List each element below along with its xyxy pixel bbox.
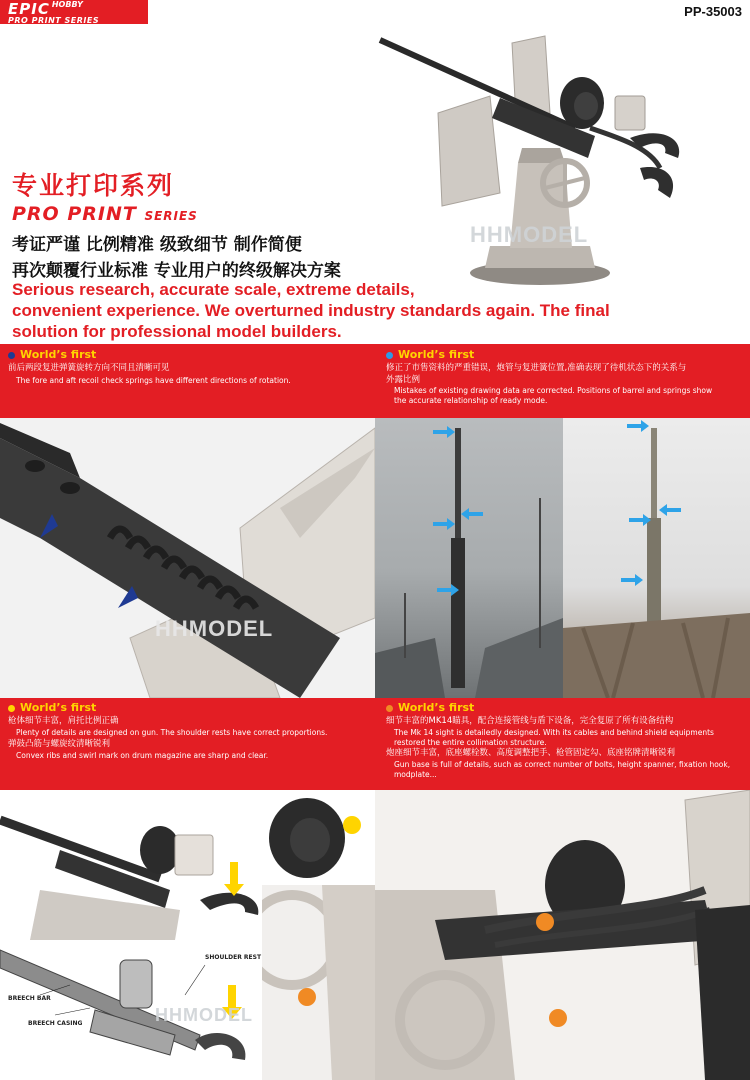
hero-line-cn-1: 考证严谨 比例精准 级致细节 制作简便 xyxy=(12,235,302,255)
section-bar-2 xyxy=(0,698,750,790)
s1-cn: 前后两段复进弹簧旋转方向不同且清晰可见 xyxy=(8,363,170,373)
watermark-drawing: HHMODEL xyxy=(155,1005,253,1025)
drum-magazine-closeup xyxy=(262,790,375,885)
spring-render-svg xyxy=(0,418,375,698)
hero-title-en-series: SERIES xyxy=(144,209,198,223)
sight-cable-closeup xyxy=(375,790,750,1080)
historical-photo-svg xyxy=(375,418,563,698)
s3-cn-2: 弹鼓凸筋与螺旋纹清晰锐利 xyxy=(8,739,111,749)
model-photo-color xyxy=(563,418,750,698)
dot-icon xyxy=(386,705,393,712)
badge-text: World’s first xyxy=(20,701,97,714)
s3-en-1: Plenty of details are designed on gun. The shoulder rests have correct proportions. xyxy=(16,728,328,737)
s4-en-2a: Gun base is full of details, such as correct number of bolts, height spanner, fixation hook, xyxy=(394,760,731,769)
logo-main: EPIC xyxy=(8,0,50,18)
s2-en-1: Mistakes of existing drawing data are corrected. Positions of barrel and springs show xyxy=(394,386,713,395)
model-photo-svg xyxy=(563,418,750,698)
badge-world-first-1 xyxy=(8,348,96,361)
hero-title-cn: 专业打印系列 xyxy=(12,171,175,200)
badge-world-first-2 xyxy=(386,348,474,361)
label-breech-bar: BREECH BAR xyxy=(8,995,51,1002)
logo-hobby: HOBBY xyxy=(51,0,83,9)
brand-logo xyxy=(8,1,99,25)
hero-line-cn-2: 再次颠覆行业标准 专业用户的终级解决方案 xyxy=(12,261,341,281)
hero-line-en-3: solution for professional model builders. xyxy=(12,322,342,341)
label-shoulder-rest: SHOULDER REST xyxy=(205,954,262,961)
badge-text: World’s first xyxy=(398,701,475,714)
badge-text: World’s first xyxy=(20,348,97,361)
s4-en-2b: modplate... xyxy=(394,770,437,779)
s4-cn-1: 细节丰富的MK14瞄具，配合连接管线与盾下设备，完全复原了所有设备结构 xyxy=(386,716,674,726)
badge-world-first-4 xyxy=(386,701,474,714)
s2-en-2: the accurate relationship of ready mode. xyxy=(394,396,548,405)
dot-icon xyxy=(8,705,15,712)
badge-text: World’s first xyxy=(398,348,475,361)
s4-en-1b: restored the entire collimation structure. xyxy=(394,738,547,747)
s3-en-2: Convex ribs and swirl mark on drum magazine are sharp and clear. xyxy=(16,751,269,760)
drum-closeup-svg xyxy=(262,790,375,885)
label-breech-casing: BREECH CASING xyxy=(28,1020,83,1027)
s3-cn-1: 枪体细节丰富，肩托比例正确 xyxy=(8,716,119,726)
hero-line-en-2: convenient experience. We overturned industry standards again. The final xyxy=(12,301,610,320)
hero-line-en-1: Serious research, accurate scale, extreme details, xyxy=(12,280,415,299)
historical-photo-bw xyxy=(375,418,563,698)
hero-title-en-main: PRO PRINT xyxy=(12,203,137,225)
s2-cn-2: 外露比例 xyxy=(386,375,421,385)
watermark-spring: HHMODEL xyxy=(155,616,274,641)
handwheel-closeup-svg xyxy=(262,885,375,1080)
technical-drawing xyxy=(0,940,262,1080)
s1-en: The fore and aft recoil check springs have different directions of rotation. xyxy=(16,376,291,385)
logo-sub: PRO PRINT SERIES xyxy=(8,16,100,25)
badge-world-first-3 xyxy=(8,701,96,714)
barrel-spring-render xyxy=(0,418,375,698)
dot-icon xyxy=(8,352,15,359)
product-code: PP-35003 xyxy=(684,4,742,19)
gun-detail-render xyxy=(0,790,262,940)
hero-title-en xyxy=(12,203,198,225)
sight-closeup-svg xyxy=(375,790,750,1080)
s4-en-1a: The Mk 14 sight is detailedly designed. With its cables and behind shield equipments xyxy=(394,728,714,737)
s2-cn-1: 修正了市售资料的严重错误，炮管与复进簧位置,准确表现了待机状态下的关系与 xyxy=(386,363,687,373)
handwheel-closeup xyxy=(262,885,375,1080)
watermark-hero: HHMODEL xyxy=(470,222,589,247)
dot-icon xyxy=(386,352,393,359)
s4-cn-2: 炮座细节丰富，底座螺栓数、高度调整把手、枪管固定勾、底座铭牌清晰锐利 xyxy=(386,748,676,758)
gun-detail-svg xyxy=(0,790,262,940)
